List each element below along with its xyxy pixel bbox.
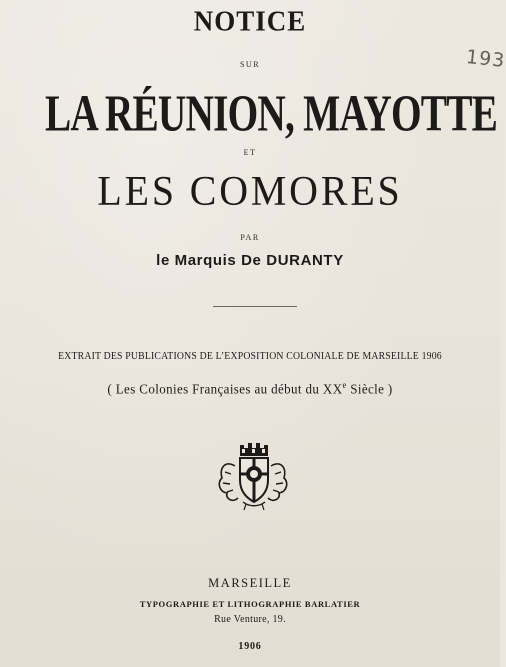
divider-rule [213, 306, 297, 307]
notice-heading: NOTICE [193, 5, 307, 37]
extract-line: EXTRAIT DES PUBLICATIONS DE L’EXPOSITION COLONIALE DE MARSEILLE 1906 [58, 351, 442, 362]
imprint-printer: TYPOGRAPHIE ET LITHOGRAPHIE BARLATIER [139, 599, 361, 609]
handwritten-margin-note: 193 [464, 46, 506, 72]
et-label: ET [243, 148, 257, 157]
imprint-city: MARSEILLE [208, 576, 292, 590]
par-label: PAR [240, 233, 260, 242]
series-title [18, 380, 483, 399]
imprint-year: 1906 [238, 641, 262, 652]
main-title-reunion-mayotte: LA RÉUNION, MAYOTTE [45, 85, 498, 143]
imprint-street: Rue Venture, 19. [214, 614, 286, 625]
main-title-comores: LES COMORES [97, 169, 403, 215]
series-superscript: e [342, 380, 347, 390]
author-name: le Marquis De DURANTY [156, 252, 344, 269]
sur-label: SUR [239, 60, 261, 69]
series-prefix: ( Les Colonies Françaises au début du XX [107, 382, 343, 398]
marseille-coat-of-arms-icon [213, 436, 293, 512]
series-suffix: Siècle ) [346, 382, 393, 398]
